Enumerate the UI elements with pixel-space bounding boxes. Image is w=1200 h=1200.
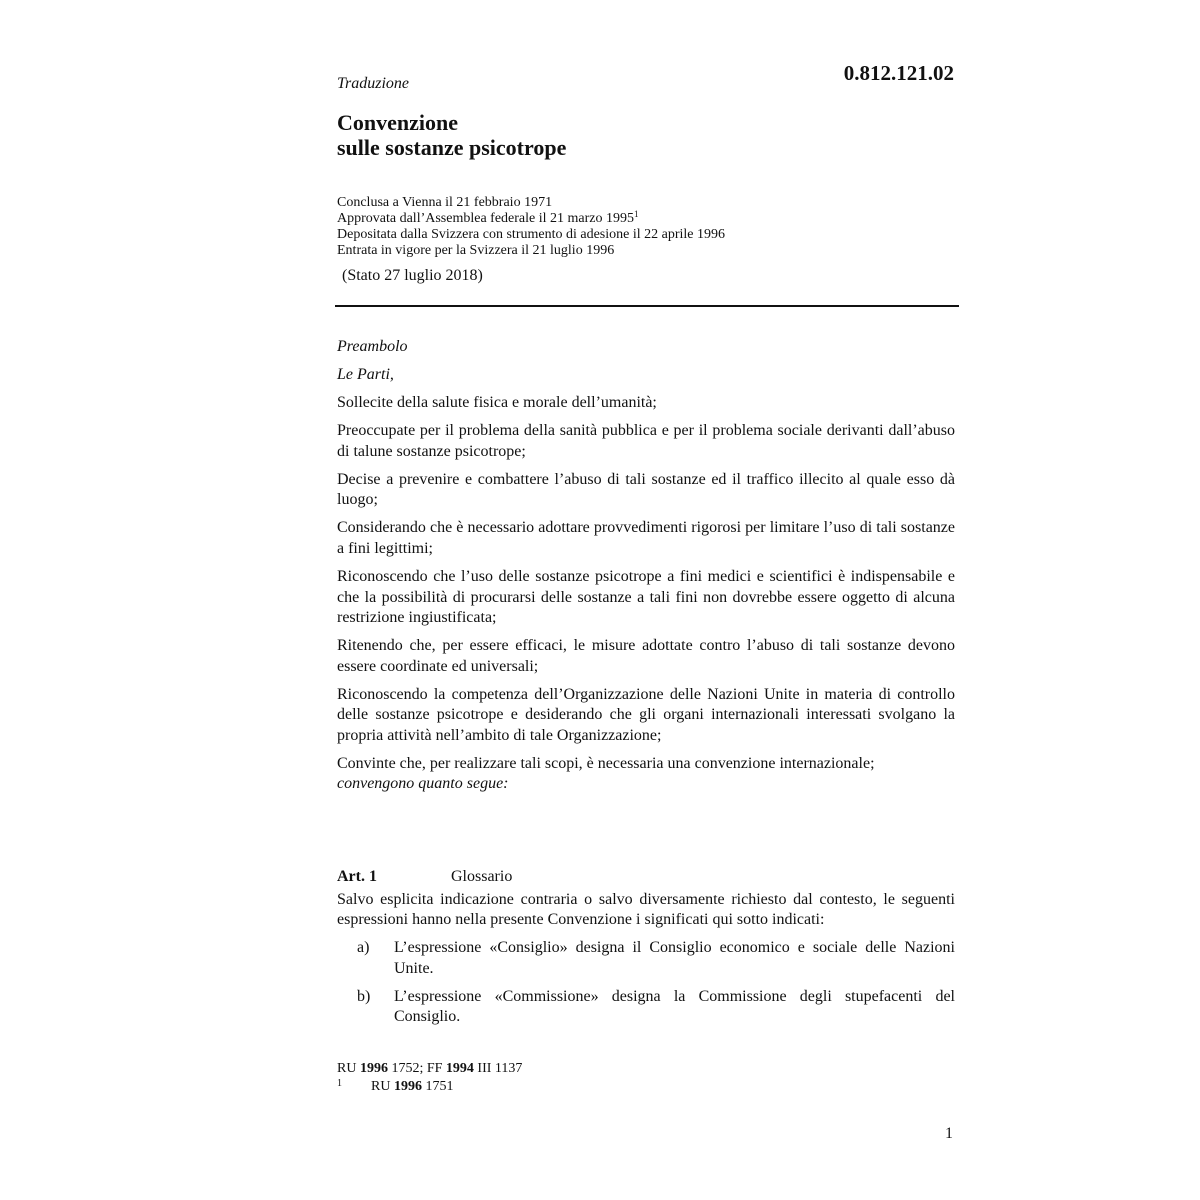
- list-item-text: L’espressione «Commissione» designa la Commissione degli stupefacenti del Consiglio.: [394, 987, 955, 1026]
- ff-year: 1994: [445, 1061, 474, 1076]
- preamble-paragraph: Convinte che, per realizzare tali scopi, è necessaria una convenzione internazionale;: [337, 754, 875, 772]
- preamble-paragraph: Considerando che è necessario adottare provvedimenti rigorosi per limitare l’uso di tali sostanze a fini legittimi;: [337, 519, 955, 557]
- footnote-1: 1 RU 1996 1751: [337, 1078, 454, 1094]
- meta-approved-text: Approvata dall’Assemblea federale il 21 marzo 1995: [337, 211, 635, 226]
- header-divider: [335, 305, 959, 307]
- meta-in-force: Entrata in vigore per la Svizzera il 21 luglio 1996: [337, 243, 615, 258]
- document-title: [337, 110, 566, 160]
- list-item-label: b): [357, 987, 371, 1005]
- preamble-closing: convengono quanto segue:: [337, 775, 509, 793]
- translation-label: Traduzione: [337, 75, 410, 92]
- preamble-paragraph: Sollecite della salute fisica e morale dell’umanità;: [337, 394, 657, 412]
- list-item: [337, 987, 955, 1028]
- preamble-paragraph: Riconoscendo che l’uso delle sostanze psicotrope a fini medici e scientifici è indispensabile e che la possibilità di procurarsi delle sostanze a tali fini non dovrebbe essere oggetto di alcuna restrizione ingiustificata;: [337, 568, 955, 627]
- ru-page: 1752; FF: [391, 1061, 443, 1076]
- preamble-heading: Preambolo: [337, 338, 408, 355]
- official-reference: [337, 1060, 522, 1078]
- article-intro: Salvo esplicita indicazione contraria o salvo diversamente richiesto dal contesto, le seguenti espressioni hanno nella presente Convenzione i significati qui sotto indicati:: [337, 890, 955, 928]
- footnote-page: 1751: [425, 1079, 454, 1094]
- list-item-label: a): [357, 939, 370, 957]
- preamble-paragraph: Preoccupate per il problema della sanità pubblica e per il problema sociale derivanti dall’abuso di talune sostanze psicotrope;: [337, 422, 955, 460]
- document-metadata: [337, 195, 725, 259]
- list-item: [337, 938, 955, 979]
- sr-number: 0.812.121.02: [843, 61, 954, 85]
- ru-prefix: RU: [337, 1061, 357, 1076]
- list-item-text: L’espressione «Consiglio» designa il Consiglio economico e sociale delle Nazioni Unite.: [394, 939, 955, 977]
- preamble-paragraph: Decise a prevenire e combattere l’abuso di tali sostanze ed il traffico illecito al quale esso dà luogo;: [337, 470, 955, 509]
- article-1: [337, 867, 955, 1035]
- page-number: 1: [945, 1125, 953, 1142]
- ff-ref: III 1137: [477, 1061, 523, 1076]
- footnote-year: 1996: [393, 1079, 422, 1094]
- ru-year: 1996: [359, 1061, 388, 1076]
- article-number: Art. 1: [337, 868, 377, 885]
- footnotes: [337, 1060, 522, 1096]
- article-title: Glossario: [451, 868, 513, 885]
- footnote-ref-1[interactable]: 1: [634, 209, 639, 219]
- preamble: [337, 337, 955, 802]
- article-heading: [337, 867, 955, 888]
- status-date: (Stato 27 luglio 2018): [342, 267, 483, 284]
- preamble-paragraph: Ritenendo che, per essere efficaci, le misure adottate contro l’abuso di tali sostanze devono essere coordinate ed universali;: [337, 637, 955, 675]
- meta-concluded: Conclusa a Vienna il 21 febbraio 1971: [337, 195, 553, 210]
- meta-deposited: Depositata dalla Svizzera con strumento di adesione il 22 aprile 1996: [337, 227, 725, 242]
- title-line-1: Convenzione: [337, 110, 458, 135]
- meta-approved: [337, 211, 725, 227]
- preamble-paragraph: Riconoscendo la competenza dell’Organizzazione delle Nazioni Unite in materia di controllo delle sostanze psicotrope e desiderando che gli organi internazionali interessati svolgano la propria attività nell’ambito di tale Organizzazione;: [337, 685, 955, 744]
- preamble-parties: Le Parti,: [337, 366, 394, 384]
- title-line-2: sulle sostanze psicotrope: [337, 135, 567, 160]
- footnote-prefix: RU: [371, 1079, 391, 1094]
